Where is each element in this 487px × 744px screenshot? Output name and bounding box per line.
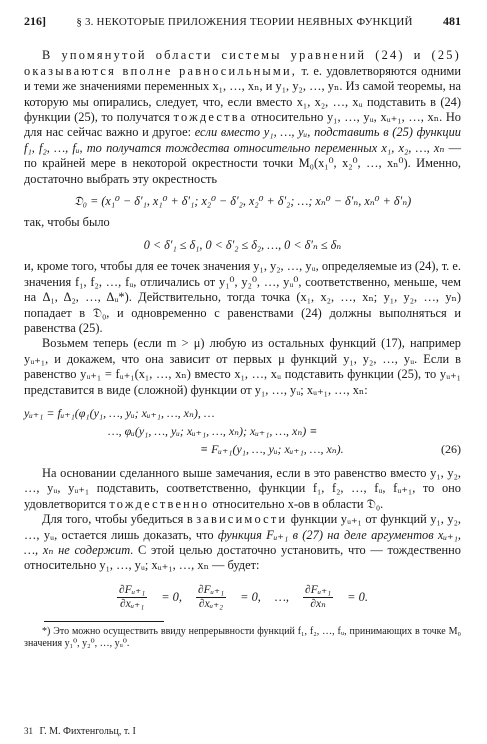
equation-26-line-2: …, φᵤ(y₁, …, yᵤ; xᵤ₊₁, …, xₙ); xᵤ₊₁, …, xₙ) ≡	[108, 423, 318, 438]
emphasis-zavisimosti: зависимости	[196, 512, 288, 527]
signature-text: Г. М. Фихтенгольц, т. I	[39, 726, 136, 737]
running-title: § 3. НЕКОТОРЫЕ ПРИЛОЖЕНИЯ ТЕОРИИ НЕЯВНЫХ ФУНКЦИЙ	[76, 16, 413, 28]
footnote-divider	[44, 621, 164, 622]
delta-inequalities: 0 < δ′₁ ≤ δ₁, 0 < δ′₂ ≤ δ₂, …, 0 < δ′ₙ ≤ δₙ	[143, 237, 342, 252]
paragraph-1-text-b: т. е. удовлетворяются одними и теми же значениями переменных x₁, …, xₙ, и y₁, y₂, …, yₙ. Из самой теоремы, на которую мы опирались, следует, что, если вместо x₁, x₂, …, xᵤ подставить в (24) функции (25), то получатся	[24, 63, 461, 125]
equation-26-line-3	[24, 440, 461, 458]
paragraph-1-text-f: — по крайней мере в некоторой окрестности точки M₀(x₁⁰, x₂⁰, …, xₙ⁰). Именно, достаточно выбрать эту окрестность	[24, 140, 461, 186]
paragraph-1-lead: В упомянутой области системы уравнений (24) и (25) оказываются вполне равносильными,	[24, 48, 461, 78]
signature-sheet-number: 31	[24, 726, 33, 736]
paragraph-5	[24, 512, 461, 574]
derivative-1-tail: = 0,	[161, 589, 182, 604]
equation-26-line-1: yᵤ₊₁ = fᵤ₊₁(φ₁(y₁, …, yᵤ; xᵤ₊₁, …, xₙ), …	[24, 405, 215, 420]
derivative-2-numerator: ∂Fᵤ₊₁	[197, 583, 225, 596]
equation-number: (26)	[441, 441, 461, 456]
paragraph-1-italic: если вместо y₁, …, yᵤ, подставить в (25) функции f₁, f₂, …, fᵤ, то получатся тождества относительно переменных x₁, x₂, …, xₙ	[24, 125, 461, 155]
derivative-2-denominator: ∂xᵤ₊₂	[198, 597, 224, 610]
paragraph-1	[24, 48, 461, 187]
derivative-3-denominator: ∂xₙ	[310, 597, 326, 610]
paragraph-5-text-a: Для того, чтобы убедиться в	[42, 512, 197, 527]
derivative-3-numerator: ∂Fᵤ₊₁	[305, 583, 332, 596]
paragraph-3: Возьмем теперь (если m > μ) любую из остальных функций (17), например yᵤ₊₁, и докажем, что она зависит от первых μ функций y₁, y₂, …, yᵤ. Если в равенство yᵤ₊₁ = fᵤ₊₁(x₁, …, xₙ) вместо x₁, …, xᵤ подставить функции (25), то yᵤ₊₁ представится в виде (сложной) функции от y₁, …, yᵤ; xᵤ₊₁, …, xₙ:	[24, 336, 461, 397]
paragraph-4-text-a: На основании сделанного выше замечания, если в это равенство вместо y₁, y₂, …, yᵤ, yᵤ₊₁ подставить, соответственно, функции f₁, f₂, …, fᵤ, fᵤ₊₁, то оно удовлетворится	[24, 465, 461, 511]
emphasis-tozhdestva: тождества	[173, 110, 248, 125]
running-header	[24, 14, 461, 30]
derivative-2-tail: = 0,	[240, 589, 261, 604]
neighborhood-formula: 𝔇₀ = (x₁⁰ − δ′₁, x₁⁰ + δ′₁; x₂⁰ − δ′₂, x₂⁰ + δ′₂; …; xₙ⁰ − δ′ₙ, xₙ⁰ + δ′ₙ)	[73, 194, 412, 209]
derivative-1-denominator: ∂xᵤ₊₁	[120, 597, 145, 610]
equation-26	[24, 404, 461, 458]
derivative-1	[117, 584, 147, 611]
section-ref: 216]	[24, 14, 46, 28]
partial-derivatives	[24, 584, 461, 611]
paragraph-4-text-c: относительно x-ов в области 𝔇₀.	[209, 496, 384, 511]
derivative-3-tail: = 0.	[347, 589, 368, 604]
derivative-1-numerator: ∂Fᵤ₊₁	[119, 583, 146, 596]
paragraph-so: так, чтобы было	[24, 215, 110, 230]
emphasis-tozhdestvenno: тождественно	[109, 496, 210, 511]
paragraph-5-text-e: . С этой целью достаточно установить, что — тождественно относительно y₁, …, yᵤ; xᵤ₊₁, …, xₙ — будет:	[24, 542, 461, 573]
paragraph-1-text-d: относительно y₁, …, yᵤ, xᵤ₊₁, …, xₙ. Но для нас сейчас важно и другое:	[24, 110, 461, 140]
printer-signature	[24, 724, 136, 739]
paragraph-4	[24, 466, 461, 512]
derivative-2	[196, 584, 226, 611]
footnote: *) Это можно осуществить ввиду непрерывности функций f₁, f₂, …, fᵤ, принимающих в точке M₀ значения y₁⁰, y₂⁰, …, yᵤ⁰.	[24, 625, 461, 650]
paragraph-5-italic: функция Fᵤ₊₁ в (27) на деле аргументов xᵤ₊₁, …, xₙ не содержит	[24, 527, 461, 557]
paragraph-5-text-c: функции yᵤ₊₁ от функций y₁, y₂, …, yᵤ, остается лишь доказать, что	[24, 512, 461, 542]
paragraph-2: и, кроме того, чтобы для ее точек значения y₁, y₂, …, yᵤ, определяемые из (24), т. е. значения f₁, f₂, …, fᵤ, отличались от y₁⁰, y₂⁰, …, yᵤ⁰, соответственно, меньше, чем на Δ₁, Δ₂, …, Δᵤ*). Действительно, тогда точка (x₁, x₂, …, xₙ; y₁, y₂, …, yₙ) попадает в 𝔇₀, и одновременно с равенствами (24) должны выполняться и равенства (25).	[24, 259, 461, 335]
derivative-3	[303, 584, 333, 611]
page-number: 481	[443, 14, 461, 28]
equation-26-line-3-text: ≡ Fᵤ₊₁(y₁, …, yᵤ; xᵤ₊₁, …, xₙ).	[200, 441, 344, 456]
derivative-dots: …,	[274, 589, 290, 604]
